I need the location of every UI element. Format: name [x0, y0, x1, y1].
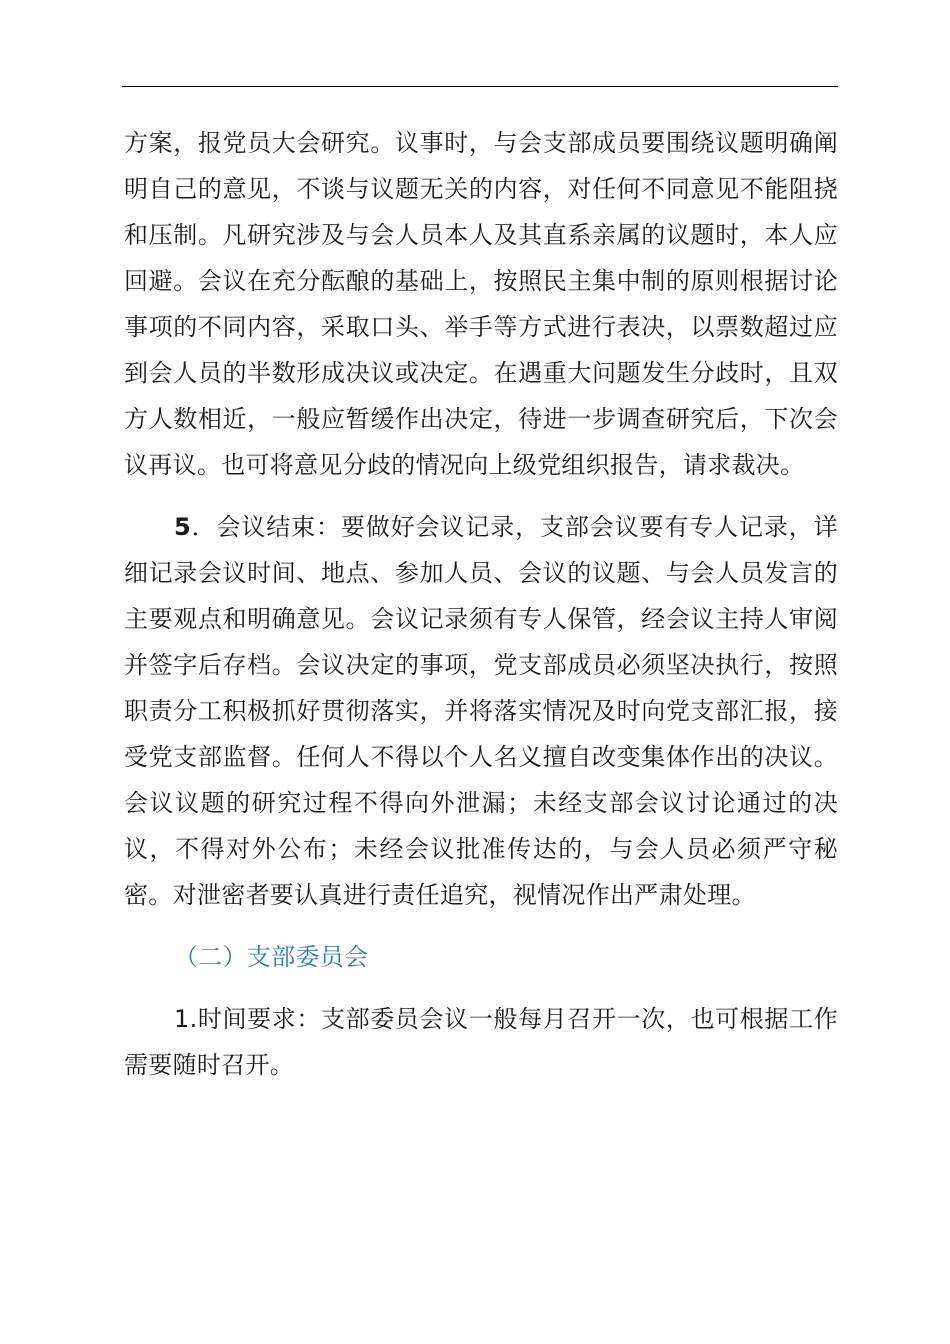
- paragraph-meeting-conclusion: [124, 504, 838, 918]
- section-heading: （二）支部委员会: [174, 943, 369, 971]
- paragraph-time-requirement: 1.时间要求：支部委员会议一般每月召开一次，也可根据工作需要随时召开。: [124, 1005, 838, 1079]
- paragraph-text: ．会议结束：要做好会议记录，支部会议要有专人记录，详细记录会议时间、地点、参加人员、会议的议题、与会人员发言的主要观点和明确意见。会议记录须有专人保管，经会议主持人审阅并签字后存档。会议决定的事项，党支部成员必须坚决执行，按照职责分工积极抓好贯彻落实，并将落实情况及时向党支部汇报，接受党支部监督。任何人不得以个人名义擅自改变集体作出的决议。会议议题的研究过程不得向外泄漏；未经支部会议讨论通过的决议，不得对外公布；未经会议批准传达的，与会人员必须严守秘密。对泄密者要认真进行责任追究，视情况作出严肃处理。: [124, 513, 838, 909]
- header-rule: [122, 86, 838, 87]
- item-number: 5: [174, 513, 191, 541]
- paragraph-meeting-procedure: 方案，报党员大会研究。议事时，与会支部成员要围绕议题明确阐明自己的意见，不谈与议题无关的内容，对任何不同意见不能阻挠和压制。凡研究涉及与会人员本人及其直系亲属的议题时，本人应回避。会议在充分酝酿的基础上，按照民主集中制的原则根据讨论事项的不同内容，采取口头、举手等方式进行表决，以票数超过应到会人员的半数形成决议或决定。在遇重大问题发生分歧时，且双方人数相近，一般应暂缓作出决定，待进一步调查研究后，下次会议再议。也可将意见分歧的情况向上级党组织报告，请求裁决。: [124, 129, 838, 479]
- document-body: [124, 120, 838, 1088]
